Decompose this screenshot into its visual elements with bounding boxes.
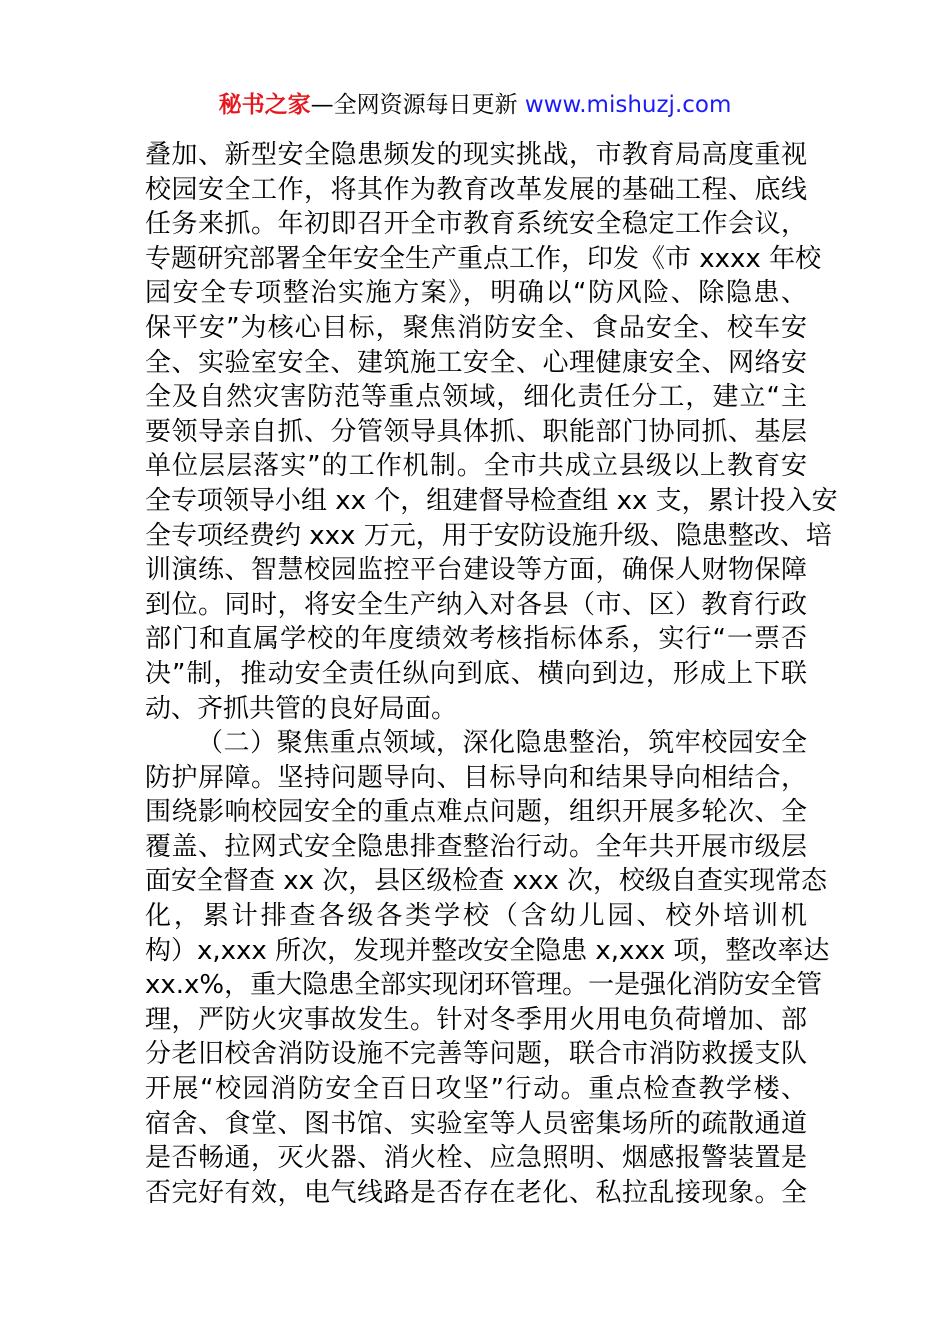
text-line: 围绕影响校园安全的重点难点问题，组织开展多轮次、全 — [145, 797, 807, 828]
text-line: 全专项经费约 xxx 万元，用于安防设施升级、隐患整改、培 — [145, 520, 832, 551]
text-line: 要领导亲自抓、分管领导具体抓、职能部门协同抓、基层 — [145, 416, 807, 447]
document-body — [145, 138, 838, 1210]
text-line: 园安全专项整治实施方案》，明确以“防风险、除隐患、 — [145, 278, 807, 309]
text-line: 全及自然灾害防范等重点领域，细化责任分工，建立“主 — [145, 382, 807, 413]
text-line: 化，累计排查各级各类学校（含幼儿园、校外培训机 — [145, 901, 807, 932]
site-url-link[interactable]: www.mishuzj.com — [524, 92, 732, 118]
text-line: 全专项领导小组 xx 个，组建督导检查组 xx 支，累计投入安 — [145, 485, 838, 516]
text-line: 保平安”为核心目标，聚焦消防安全、食品安全、校车安 — [145, 312, 807, 343]
text-line: 否完好有效，电气线路是否存在老化、私拉乱接现象。全 — [145, 1177, 807, 1208]
text-line: 宿舍、食堂、图书馆、实验室等人员密集场所的疏散通道 — [145, 1108, 807, 1139]
text-line: 训演练、智慧校园监控平台建设等方面，确保人财物保障 — [145, 555, 807, 586]
page-header — [0, 88, 950, 122]
text-line: 叠加、新型安全隐患频发的现实挑战，市教育局高度重视 — [145, 140, 807, 170]
text-line: 决”制，推动安全责任纵向到底、横向到边，形成上下联 — [145, 658, 807, 689]
text-line: 校园安全工作，将其作为教育改革发展的基础工程、底线 — [145, 174, 807, 205]
text-line: 全、实验室安全、建筑施工安全、心理健康安全、网络安 — [145, 347, 807, 378]
text-line: 面安全督查 xx 次，县区级检查 xxx 次，校级自查实现常态 — [145, 866, 827, 897]
section-heading-line: （二）聚焦重点领域，深化隐患整治，筑牢校园安全 — [197, 728, 807, 759]
text-line: 是否畅通，灭火器、消火栓、应急照明、烟感报警装置是 — [145, 1143, 807, 1174]
text-line: 专题研究部署全年安全生产重点工作，印发《市 xxxx 年校 — [145, 243, 822, 274]
text-line: 开展“校园消防安全百日攻坚”行动。重点检查教学楼、 — [145, 1074, 807, 1105]
text-line: 部门和直属学校的年度绩效考核指标体系，实行“一票否 — [145, 624, 807, 655]
text-line: 覆盖、拉网式安全隐患排查整治行动。全年共开展市级层 — [145, 831, 807, 862]
text-line: 任务来抓。年初即召开全市教育系统安全稳定工作会议， — [145, 209, 807, 240]
text-line: 构）x,xxx 所次，发现并整改安全隐患 x,xxx 项，整改率达 — [145, 935, 830, 966]
text-line: 理，严防火灾事故发生。针对冬季用火用电负荷增加、部 — [145, 1004, 807, 1035]
text-line: xx.x%，重大隐患全部实现闭环管理。一是强化消防安全管 — [145, 970, 823, 1001]
paragraph-end-line: 动、齐抓共管的良好局面。 — [145, 693, 458, 724]
site-tagline: —全网资源每日更新 — [310, 92, 525, 118]
site-brand: 秘书之家 — [218, 92, 311, 118]
text-line: 单位层层落实”的工作机制。全市共成立县级以上教育安 — [145, 451, 807, 482]
text-line: 防护屏障。坚持问题导向、目标导向和结果导向相结合， — [145, 762, 807, 793]
text-line: 到位。同时，将安全生产纳入对各县（市、区）教育行政 — [145, 589, 807, 620]
text-line: 分老旧校舍消防设施不完善等问题，联合市消防救援支队 — [145, 1039, 807, 1070]
